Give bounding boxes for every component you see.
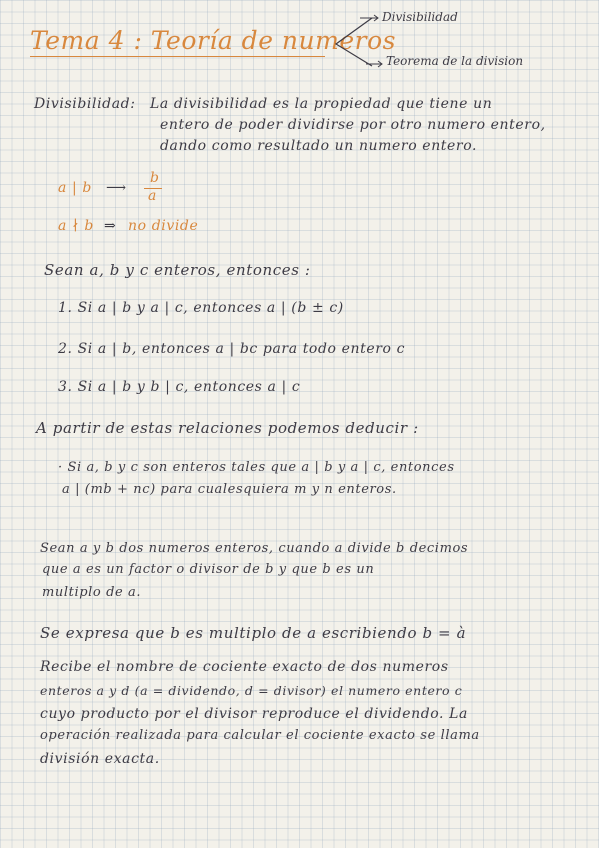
- page-title: Tema 4 : Teoría de numeros: [30, 26, 396, 55]
- notation-fraction-num: b: [150, 170, 160, 186]
- branch-divisibilidad: Divisibilidad: [382, 10, 458, 24]
- factor-line-2: que a es un factor o divisor de b y que b es un: [42, 562, 375, 577]
- notation-no-divide: no divide: [128, 218, 199, 234]
- property-1: 1. Si a | b y a | c, entonces a | (b ± c): [58, 300, 344, 316]
- quotient-line-1: Recibe el nombre de cociente exacto de dos numeros: [40, 659, 449, 675]
- property-3: 3. Si a | b y b | c, entonces a | c: [58, 379, 301, 395]
- deduce-line-1: · Si a, b y c son enteros tales que a | b y a | c, entonces: [58, 460, 455, 475]
- definition-line-3: dando como resultado un numero entero.: [160, 138, 478, 154]
- quotient-line-5: división exacta.: [40, 751, 160, 767]
- property-2: 2. Si a | b, entonces a | bc para todo entero c: [58, 341, 406, 357]
- notation-implies: ⇒: [104, 218, 117, 234]
- quotient-line-3: cuyo producto por el divisor reproduce el dividendo. La: [40, 706, 468, 722]
- branch-teorema-division: Teorema de la division: [386, 54, 524, 68]
- deduce-intro: A partir de estas relaciones podemos deducir :: [36, 419, 419, 437]
- multiple-line: Se expresa que b es multiplo de a escribiendo b = à: [40, 624, 467, 642]
- factor-line-1: Sean a y b dos numeros enteros, cuando a divide b decimos: [40, 541, 469, 556]
- notation-not-divides: a ∤ b: [58, 218, 94, 234]
- properties-intro: Sean a, b y c enteros, entonces :: [44, 261, 311, 279]
- quotient-line-4: operación realizada para calcular el cociente exacto se llama: [40, 728, 480, 743]
- notation-fraction-den: a: [148, 188, 157, 204]
- deduce-line-2: a | (mb + nc) para cualesquiera m y n enteros.: [62, 482, 397, 497]
- definition-line-1: La divisibilidad es la propiedad que tiene un: [150, 96, 493, 112]
- notation-arrow: ⟶: [106, 180, 127, 196]
- section-label: Divisibilidad:: [34, 96, 136, 112]
- definition-line-2: entero de poder dividirse por otro numero entero,: [160, 117, 546, 133]
- factor-line-3: multiplo de a.: [42, 585, 142, 600]
- notation-divides: a | b: [58, 180, 92, 196]
- quotient-line-2: enteros a y d (a = dividendo, d = divisor) el numero entero c: [40, 683, 463, 698]
